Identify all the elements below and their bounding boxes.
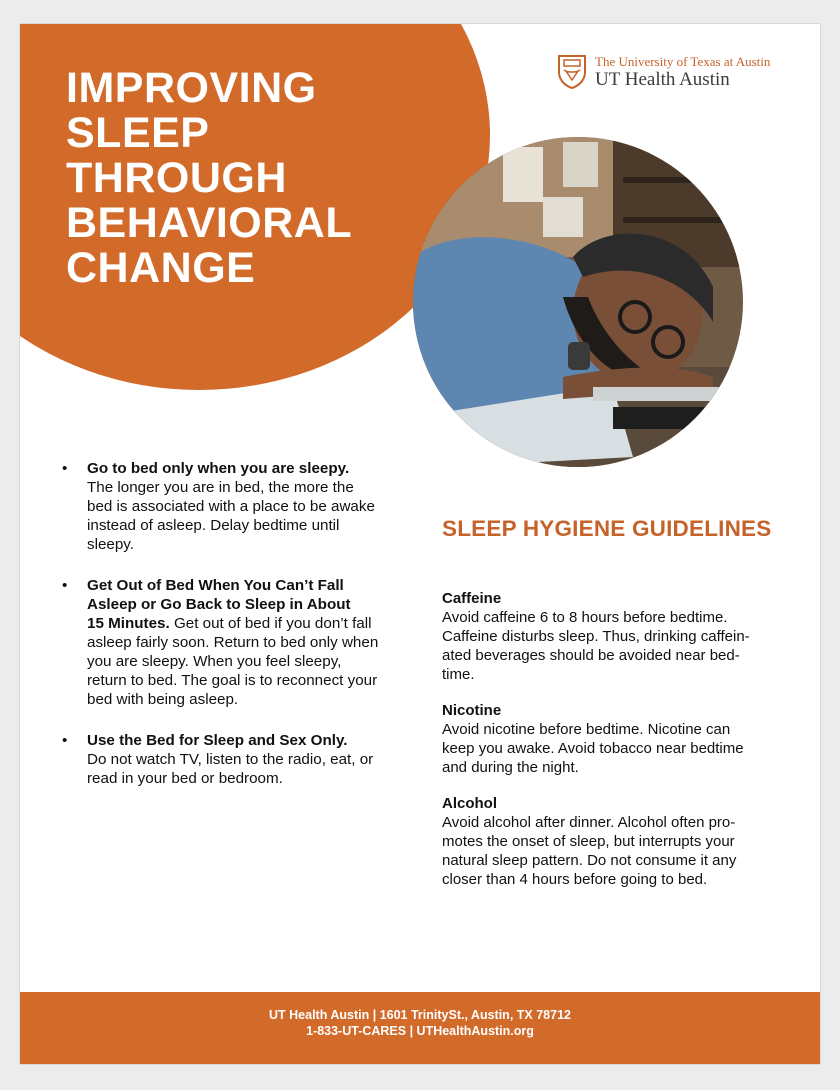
photo-illustration	[413, 137, 743, 467]
footer-address: UT Health Austin | 1601 TrinitySt., Austin, TX 78712	[269, 1008, 571, 1022]
guideline-text: natural sleep pattern. Do not consume it any	[442, 852, 737, 869]
tip-body-line: instead of asleep. Delay bedtime until	[87, 517, 340, 534]
tip-body-line: Do not watch TV, listen to the radio, eat, or	[87, 751, 374, 768]
guideline-heading: Caffeine	[442, 590, 502, 607]
guideline-text: Avoid alcohol after dinner. Alcohol often pro-	[442, 814, 736, 831]
guideline-caffeine	[442, 589, 772, 684]
ut-health-logo	[557, 54, 770, 90]
bullet: •	[62, 460, 68, 477]
guideline-text: Caffeine disturbs sleep. Thus, drinking caffein-	[442, 628, 750, 645]
guideline-text: motes the onset of sleep, but interrupts your	[442, 833, 735, 850]
list-item	[62, 731, 398, 788]
guideline-text: and during the night.	[442, 759, 579, 776]
tip-body-line: Get out of bed if you don’t fall	[169, 615, 372, 632]
guideline-text: Avoid caffeine 6 to 8 hours before bedtime.	[442, 609, 728, 626]
tip-body-line: asleep fairly soon. Return to bed only when	[87, 634, 379, 651]
flyer-page	[20, 24, 820, 1064]
tip-body-line: you are sleepy. When you feel sleepy,	[87, 653, 342, 670]
tip-body-line: bed with being asleep.	[87, 691, 239, 708]
footer-bar	[20, 992, 820, 1064]
guideline-text: keep you awake. Avoid tobacco near bedtime	[442, 740, 744, 757]
tip-heading: Go to bed only when you are sleepy.	[87, 460, 350, 477]
guideline-text: time.	[442, 666, 475, 683]
page-title: IMPROVING SLEEP THROUGH BEHAVIORAL CHANGE	[66, 64, 353, 292]
tip-heading: Get Out of Bed When You Can’t Fall	[87, 577, 344, 594]
tip-body-line: sleepy.	[87, 536, 134, 553]
bullet: •	[62, 577, 68, 594]
man-sleeping-at-desk-image	[413, 137, 743, 467]
guideline-text: closer than 4 hours before going to bed.	[442, 871, 708, 888]
guideline-text: Avoid nicotine before bedtime. Nicotine can	[442, 721, 731, 738]
logo-brand-name: UT Health Austin	[595, 69, 730, 90]
longhorn-shield-icon	[557, 54, 587, 90]
footer-contact: 1-833-UT-CARES | UTHealthAustin.org	[306, 1024, 534, 1038]
tip-heading: 15 Minutes.	[87, 615, 170, 632]
logo-university-name: The University of Texas at Austin	[595, 54, 771, 69]
tip-heading: Use the Bed for Sleep and Sex Only.	[87, 732, 348, 749]
list-item	[62, 459, 398, 554]
tip-heading: Asleep or Go Back to Sleep in About	[87, 596, 351, 613]
tip-body-line: The longer you are in bed, the more the	[87, 479, 354, 496]
guideline-heading: Alcohol	[442, 795, 497, 812]
guideline-nicotine	[442, 701, 772, 777]
tip-body-line: read in your bed or bedroom.	[87, 770, 283, 787]
guideline-alcohol	[442, 794, 772, 889]
guideline-text: ated beverages should be avoided near bed-	[442, 647, 740, 664]
guideline-heading: Nicotine	[442, 702, 502, 719]
tip-body-line: bed is associated with a place to be awake	[87, 498, 375, 515]
list-item	[62, 576, 398, 709]
section-title: SLEEP HYGIENE GUIDELINES	[442, 516, 772, 541]
bullet: •	[62, 732, 68, 749]
tip-body-line: return to bed. The goal is to reconnect your	[87, 672, 378, 689]
sleep-hygiene-guidelines	[442, 589, 772, 906]
behavior-tips-list	[62, 459, 398, 810]
